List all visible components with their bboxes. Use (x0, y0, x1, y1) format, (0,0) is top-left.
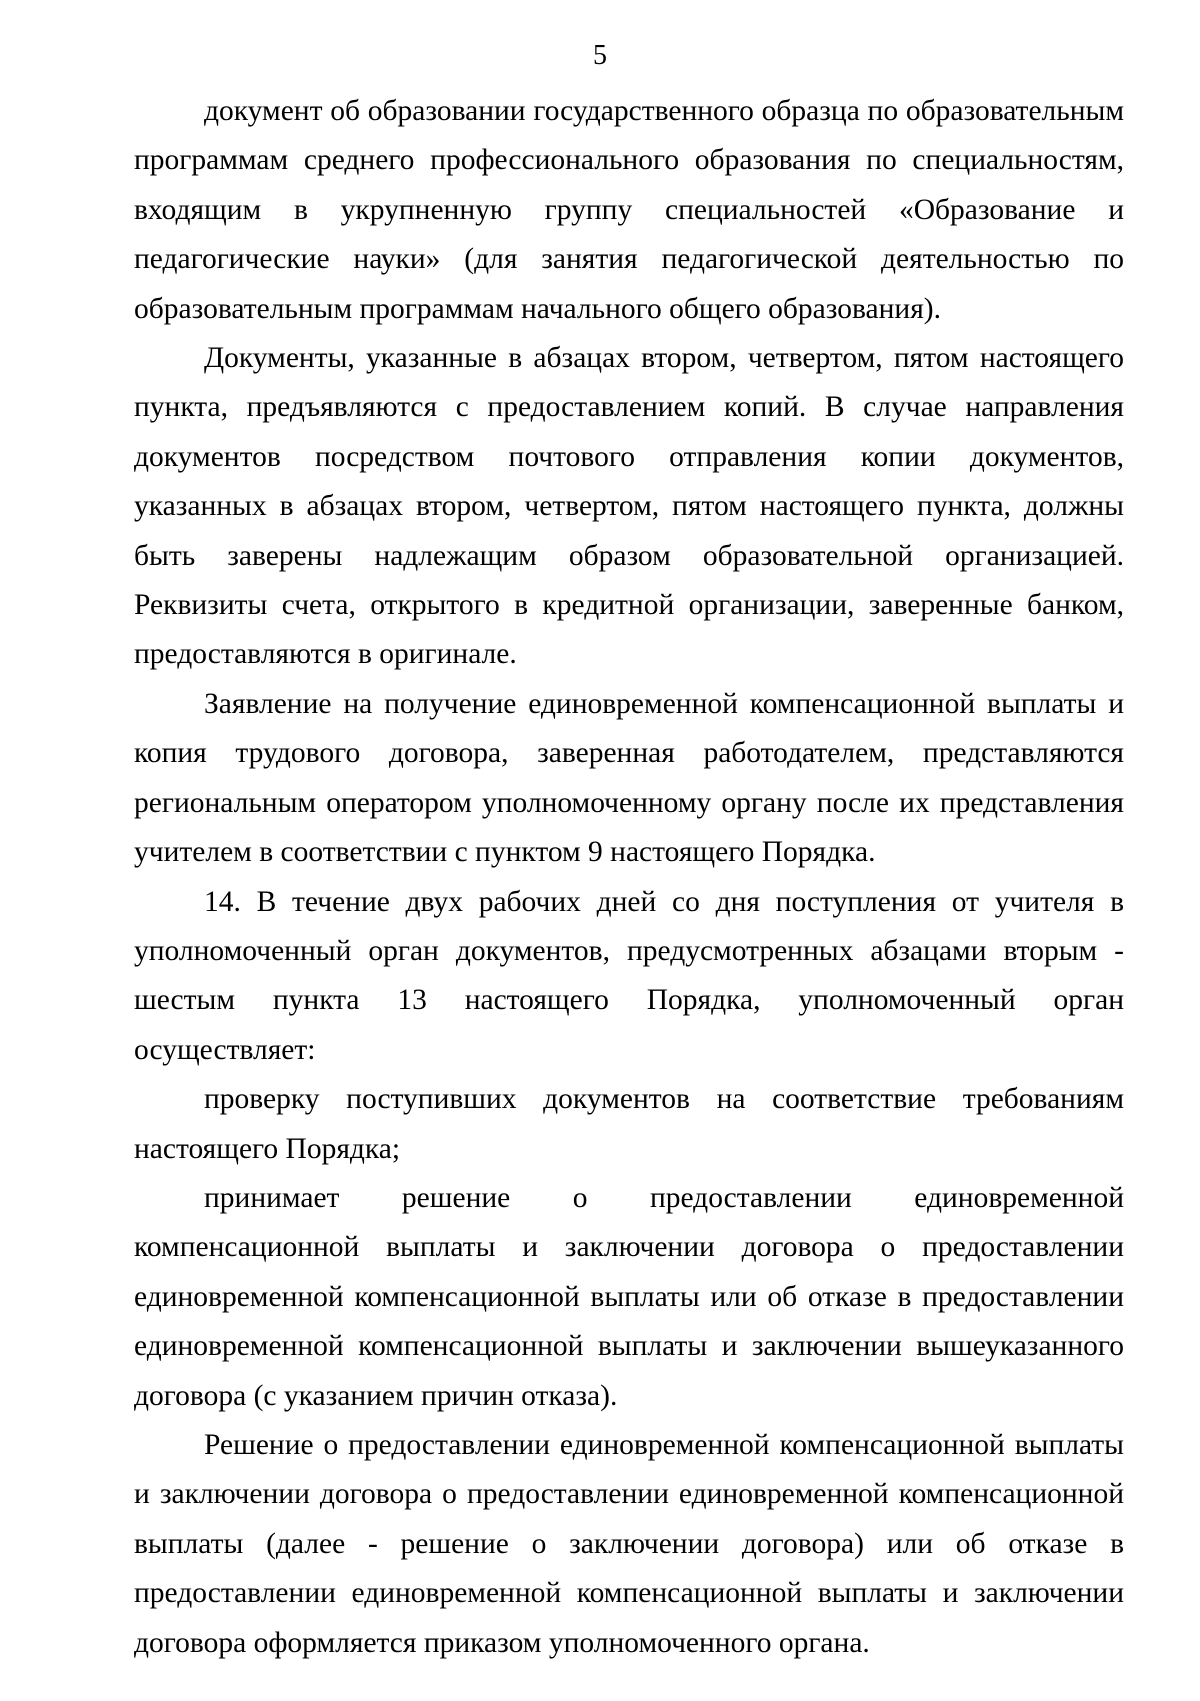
paragraph: проверку поступивших документов на соответствие требованиям настоящего Порядка; (134, 1083, 1124, 1165)
paragraph: принимает решение о предоставлении единовременной компенсационной выплаты и заключении договора о предоставлении единовременной компенсационной выплаты или об отказе в предоставлении единовременной компенсационной выплаты и заключении вышеуказанного договора (с указанием причин отказа). (134, 1181, 1124, 1412)
paragraph: 14. В течение двух рабочих дней со дня поступления от учителя в уполномоченный орган документов, предусмотренных абзацами вторым - шестым пункта 13 настоящего Порядка, уполномоченный орган осуществляет: (134, 885, 1124, 1066)
document-body (134, 87, 1124, 1668)
paragraph: Решение о предоставлении единовременной компенсационной выплаты и заключении договора о предоставлении единовременной компенсационной выплаты (далее - решение о заключении договора) или об отказе в предоставлении единовременной компенсационной выплаты и заключении договора оформляется приказом уполномоченного органа. (134, 1428, 1124, 1659)
paragraph: документ об образовании государственного образца по образовательным программам среднего профессионального образования по специальностям, входящим в укрупненную группу специальностей «Образование и педагогические науки» (для занятия педагогической деятельностью по образовательным программам начального общего образования). (134, 95, 1124, 325)
page-number: 5 (593, 40, 607, 71)
paragraph: Заявление на получение единовременной компенсационной выплаты и копия трудового договора, заверенная работодателем, представляются региональным оператором уполномоченному органу после их представления учителем в соответствии с пунктом 9 настоящего Порядка. (134, 687, 1124, 869)
paragraph: Документы, указанные в абзацах втором, четвертом, пятом настоящего пункта, предъявляются с предоставлением копий. В случае направления документов посредством почтового отправления копии документов, указанных в абзацах втором, четвертом, пятом настоящего пункта, должны быть заверены надлежащим образом образовательной организацией. Реквизиты счета, открытого в кредитной организации, заверенные банком, предоставляются в оригинале. (134, 342, 1124, 671)
